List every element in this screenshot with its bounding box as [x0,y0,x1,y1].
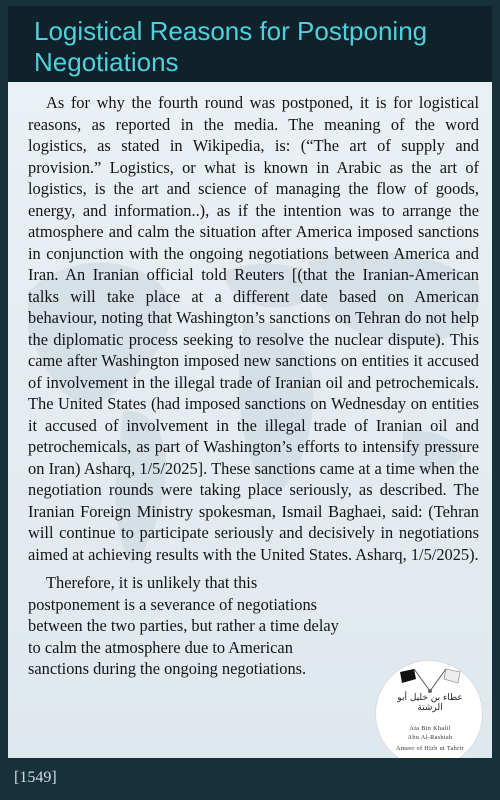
header-bar [8,6,492,82]
paragraph-2: Therefore, it is unlikely that this postponement is a severance of negotiations between the two parties, but rather a time delay to calm the atmosphere due to American sanctions during the ongoing negotiations. [28,573,339,678]
author-seal [375,660,483,758]
page-number: [1549] [14,769,57,786]
article-page [8,82,492,758]
seal-title-line: Ameer of Hizb ut Tahrir [396,745,464,752]
seal-arabic-script: عطاء بن خليل أبو الرشتة [397,693,463,713]
article-body [28,92,479,687]
footer-bar [0,758,500,800]
seal-name-line-2: Abu Al-Rashtah [407,734,453,741]
paragraph-1: As for why the fourth round was postponed, it is for logistical reasons, as reported in the media. The meaning of the word logistics, as stated in Wikipedia, is: (“The art of supply and provision.” Logistics, or what is known in Arabic as the art of logistics, is the art and science of managing the flow of goods, energy, and information..), as if the intention was to arrange the atmosphere and calm the situation after America imposed sanctions in conjunction with the ongoing negotiations between America and Iran. An Iranian official told Reuters [(that the Iranian-American talks will take place at a different date based on American behaviour, noting that Washington’s sanctions on Tehran do not help the diplomatic process seeking to resolve the nuclear dispute). This came after Washington imposed new sanctions on entities it accused of involvement in the illegal trade of Iranian oil and petrochemicals. The United States (had imposed sanctions on Wednesday on entities it accused of involvement in the illegal trade of Iranian oil and petrochemicals, as part of Washington’s efforts to intensify pressure on Iran) Asharq, 1/5/2025]. These sanctions came at a time when the negotiation rounds were taking place seriously, as described. The Iranian Foreign Ministry spokesman, Ismail Baghaei, said: (Tehran will continue to participate seriously and decisively in negotiations aimed at achieving results with the United States. Asharq, 1/5/2025). [28,93,479,564]
page-title: Logistical Reasons for Postponing Negotiations [34,16,428,77]
seal-name-line: Ata Bin Khalil [409,725,451,732]
